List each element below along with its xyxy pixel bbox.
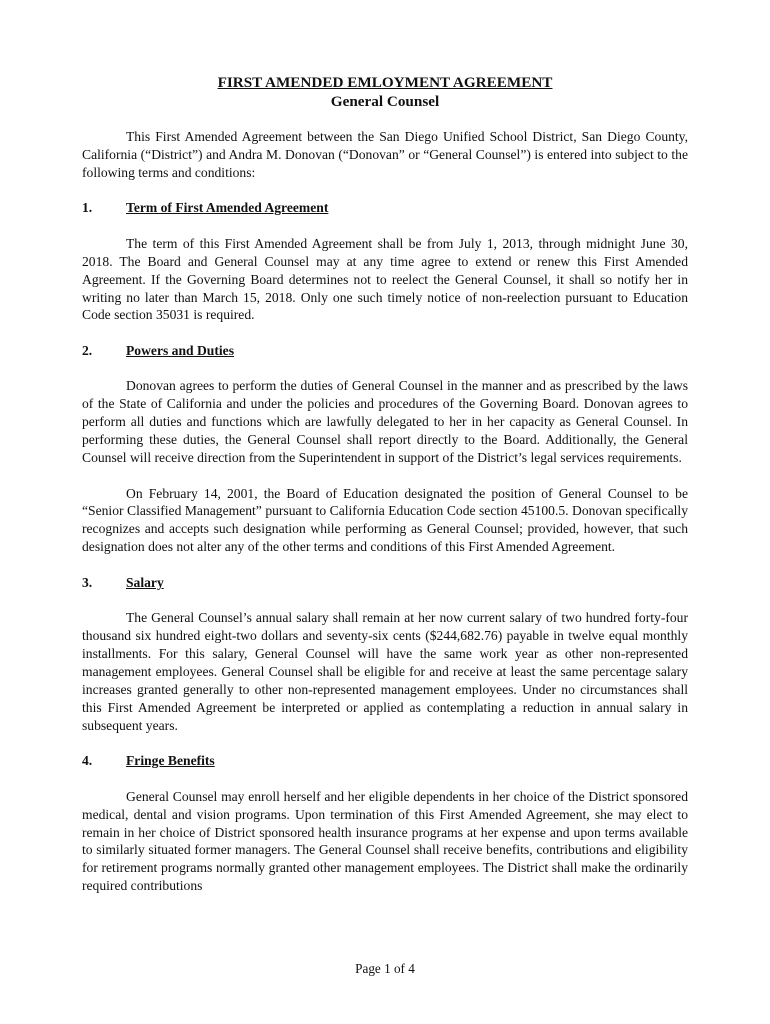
document-subtitle: General Counsel <box>330 92 440 110</box>
section-heading-fringe-benefits <box>82 752 688 770</box>
section-paragraph: On February 14, 2001, the Board of Education designated the position of General Counsel to be “Senior Classified Management” pursuant to California Education Code section 45100.5. Donovan specifically recognizes and accepts such designation while performing as General Counsel; provided, however, that such designation does not alter any of the other terms and conditions of this First Amended Agreement. <box>82 485 688 555</box>
document-page <box>82 74 688 913</box>
section-title: Fringe Benefits <box>126 753 215 769</box>
section-paragraph: The General Counsel’s annual salary shall remain at her now current salary of two hundred forty-four thousand six hundred eight-two dollars and seventy-six cents ($244,682.76) payable in twelve equal monthly installments. For this salary, General Counsel will have the same work year as other non-represented management employees. General Counsel shall be eligible for and receive at least the same percentage salary increases granted generally to other non-represented management employees. Under no circumstances shall this First Amended Agreement be interpreted or applied as contemplating a reduction in annual salary in subsequent years. <box>82 610 688 733</box>
section-heading-powers <box>82 342 688 360</box>
section-heading-term <box>82 199 688 217</box>
section-title: Powers and Duties <box>126 342 234 358</box>
section-paragraph: The term of this First Amended Agreement shall be from July 1, 2013, through midnight June 30, 2018. The Board and General Counsel may at any time agree to extend or renew this First Amended Agreement. If the Governing Board determines not to reelect the General Counsel, it shall so notify her in writing no later than March 15, 2018. Only one such timely notice of non-reelection pursuant to Education Code section 35031 is required. <box>82 235 688 323</box>
section-heading-salary <box>82 574 688 592</box>
section-paragraph: General Counsel may enroll herself and her eligible dependents in her choice of the District sponsored medical, dental and vision programs. Upon termination of this First Amended Agreement, she may elect to remain in her choice of District sponsored health insurance programs at her expense and upon terms available to similarly situated former managers. The General Counsel shall receive benefits, contributions and eligibility for retirement programs normally granted other management employees. The District shall make the ordinarily required contributions <box>82 788 688 894</box>
document-title: FIRST AMENDED EMLOYMENT AGREEMENT <box>217 74 553 91</box>
section-number: 4. <box>82 753 93 769</box>
section-number: 1. <box>82 200 93 216</box>
section-number: 3. <box>82 574 93 590</box>
section-number: 2. <box>82 342 93 358</box>
page-number: Page 1 of 4 <box>355 961 415 976</box>
section-paragraph: Donovan agrees to perform the duties of General Counsel in the manner and as prescribed by the laws of the State of California and under the policies and procedures of the Governing Board. Donovan agrees to perform all duties and functions which are lawfully delegated to her in her capacity as General Counsel. In performing these duties, the General Counsel shall report directly to the Board. Additionally, the General Counsel will receive direction from the Superintendent in support of the District’s legal services requirements. <box>82 378 688 466</box>
section-title: Term of First Amended Agreement <box>126 200 329 216</box>
intro-paragraph: This First Amended Agreement between the San Diego Unified School District, San Diego County, California (“District”) and Andra M. Donovan (“Donovan” or “General Counsel”) is entered into subject to the following terms and conditions: <box>82 129 688 180</box>
section-title: Salary <box>126 574 164 590</box>
